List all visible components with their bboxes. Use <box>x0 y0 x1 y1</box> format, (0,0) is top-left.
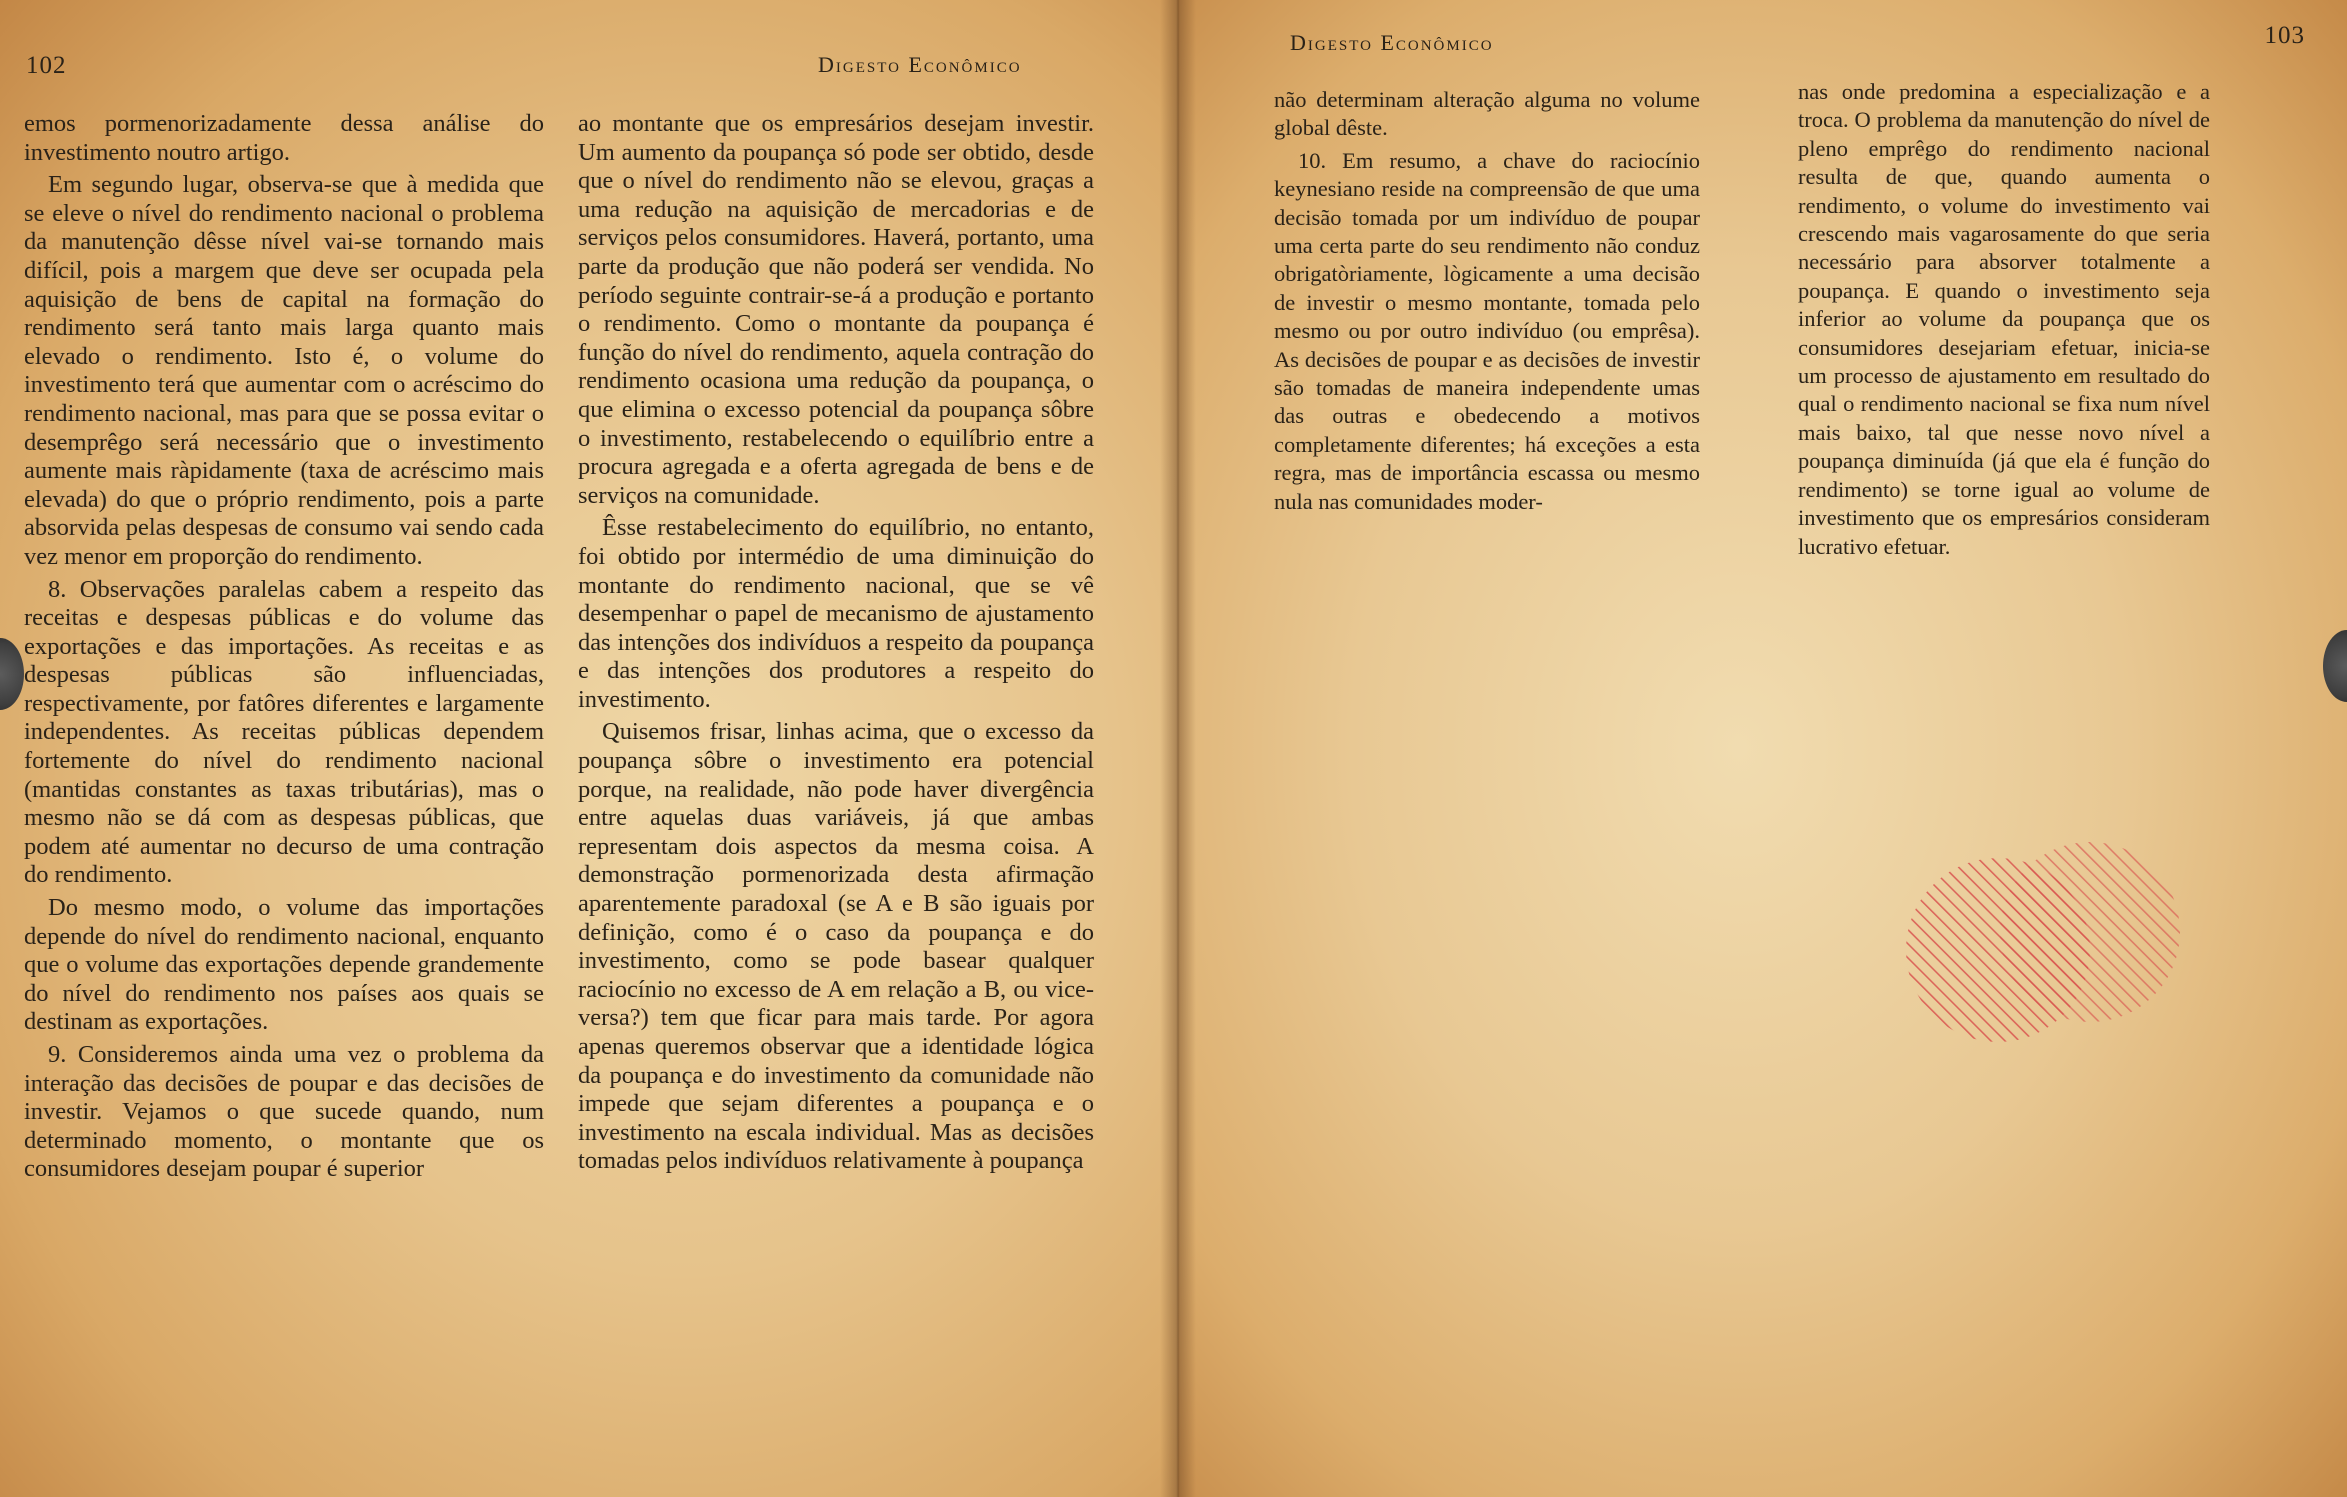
text-column-left-1 <box>24 110 544 1184</box>
page-number: 103 <box>2264 22 2305 49</box>
running-head: Digesto Econômico <box>1290 30 1494 55</box>
paragraph: Em segundo lugar, observa-se que à medida que se eleve o nível do rendimento nacional o problema da manutenção dêsse nível vai-se tornando mais difícil, pois a margem que deve ser ocupada pela aquisição de bens de capital na formação do rendimento será tanto mais larga quanto mais elevado o rendimento. Isto é, o volume do investimento terá que aumentar com o acréscimo do rendimento nacional, mas para que se possa evitar o desemprêgo será necessário que o investimento aumente mais ràpidamente (taxa de acréscimo mais elevada) do que o próprio rendimento, pois a parte absorvida pelas despesas de consumo vai sendo cada vez menor em proporção do rendimento. <box>24 171 544 570</box>
running-head: Digesto Econômico <box>818 52 1022 77</box>
book-gutter <box>1160 0 1196 1497</box>
stamp-circle-right <box>2000 842 2180 1022</box>
text-column-right-2 <box>1798 78 2210 561</box>
paragraph: nas onde predomina a especialização e a troca. O problema da manutenção do nível de pleno emprêgo do rendimento nacional resulta de que, quando aumenta o rendimento, o volume do investimento vai crescendo mais vagarosamente do que seria necessário para absorver totalmente a poupança. E quando o investimento seja inferior ao volume da poupança que os consumidores desejariam efetuar, inicia-se um processo de ajustamento em resultado do qual o rendimento nacional se fixa num nível mais baixo, tal que nesse novo nível a poupança diminuída (já que ela é função do rendimento) se torne igual ao volume de investimento que os empresários consideram lucrativo efetuar. <box>1798 79 2210 559</box>
paragraph: 8. Observações paralelas cabem a respeito das receitas e despesas públicas e do volume das exportações e das importações. As receitas e as despesas públicas são influenciadas, respectivamente, por fatôres diferentes e largamente independentes. As receitas públicas dependem fortemente do nível do rendimento nacional (mantidas constantes as taxas tributárias), mas o mesmo não se dá com as despesas públicas, que podem até aumentar no decurso de uma contração do rendimento. <box>24 575 544 889</box>
text-column-left-2 <box>578 110 1094 1176</box>
binder-hole <box>0 638 24 710</box>
paragraph: ao montante que os empresários desejam investir. Um aumento da poupança só pode ser obtido, desde que o nível do rendimento não se elevou, graças a uma redução na aquisição de mercadorias e de serviços pelos consumidores. Haverá, portanto, uma parte da produção que não poderá ser vendida. No período seguinte contrair-se-á a produção e portanto o rendimento. Como o montante da poupança é função do nível do rendimento, aquela contração do rendimento ocasiona uma redução da poupança, o que elimina o excesso potencial da poupança sôbre o investimento, restabelecendo o equilíbrio entre a procura agregada e a oferta agregada de bens e de serviços na comunidade. <box>578 110 1094 509</box>
paragraph: Quisemos frisar, linhas acima, que o excesso da poupança sôbre o investimento era potencial porque, na realidade, não pode haver divergência entre aquelas duas variáveis, já que ambas representam dois aspectos da mesma coisa. A demonstração pormenorizada desta afirmação aparentemente paradoxal (se A e B são iguais por definição, como é o caso da poupança e do investimento, como se pode basear qualquer raciocínio no excesso de A em relação a B, ou vice-versa?) tem que ficar para mais tarde. Por agora apenas queremos observar que a identidade lógica da poupança e do investimento da comunidade não impede que sejam diferentes a poupança e o investimento na escala individual. Mas as decisões tomadas pelos indivíduos relativamente à poupança <box>578 718 1094 1175</box>
paragraph: emos pormenorizadamente dessa análise do investimento noutro artigo. <box>24 110 544 166</box>
right-page <box>1178 0 2347 1497</box>
paragraph: 9. Consideremos ainda uma vez o problema da interação das decisões de poupar e das decisões de investir. Vejamos o que sucede quando, num determinado momento, o montante que os consumidores desejam poupar é superior <box>24 1041 544 1183</box>
paragraph: 10. Em resumo, a chave do raciocínio keynesiano reside na compreensão de que uma decisão tomada por um indivíduo de poupar uma certa parte do seu rendimento não conduz obrigatòriamente, lògicamente a uma decisão de investir o mesmo montante, tomada pelo mesmo ou por outro indivíduo (ou emprêsa). As decisões de poupar e as decisões de investir são tomadas de maneira independente umas das outras e obedecendo a motivos completamente diferentes; há exceções a esta regra, mas de importância escassa ou mesmo nula nas comunidades moder- <box>1274 147 1700 514</box>
paragraph: não determinam alteração alguma no volume global dêste. <box>1274 87 1700 141</box>
text-column-right-1 <box>1274 86 1700 516</box>
paragraph: Êsse restabelecimento do equilíbrio, no entanto, foi obtido por intermédio de uma diminuição do montante do rendimento nacional, que se vê desempenhar o papel de mecanismo de ajustamento das intenções dos indivíduos a respeito da poupança e das intenções dos produtores a respeito do investimento. <box>578 514 1094 713</box>
page-number: 102 <box>26 52 67 79</box>
binder-hole <box>2323 630 2347 702</box>
paragraph: Do mesmo modo, o volume das importações depende do nível do rendimento nacional, enquanto que o volume das exportações depende grandemente do nível do rendimento nos países aos quais se destinam as exportações. <box>24 894 544 1036</box>
red-library-stamp <box>1900 838 2180 1048</box>
